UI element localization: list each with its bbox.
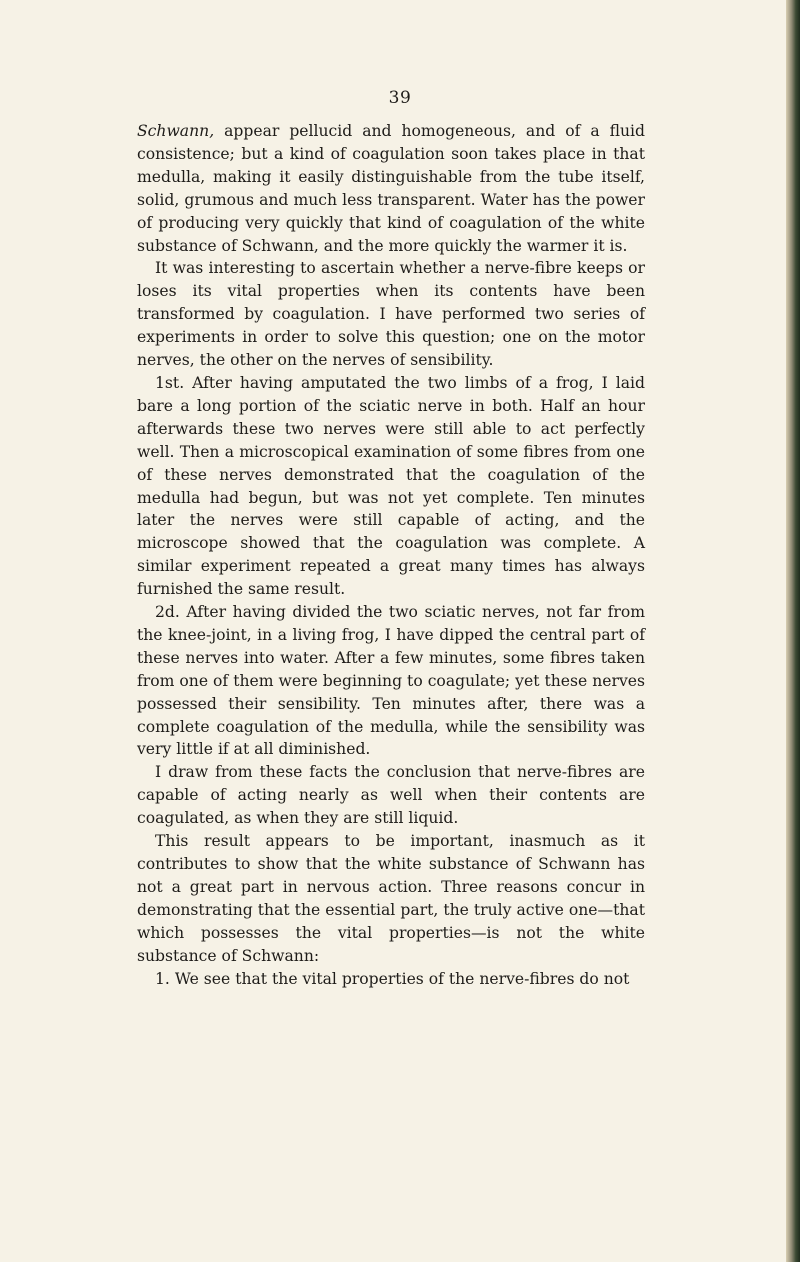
page-edge-shadow [786,0,800,1262]
page-number: 39 [388,88,412,108]
italic-name: Schwann, [137,122,215,140]
paragraph-1-text: appear pellucid and homogeneous, and of a fluid consistence; but a kind of coagulation soon takes place in that medulla, making it easily distinguishable from the tube itself, solid, grumous and much less transparent. Water has the power of producing very quickly that kind of coagulation of the white substance of Schwann, and the more quickly the warmer it is. [137,122,645,255]
paragraph-3: 1st. After having amputated the two limbs of a frog, I laid bare a long portion of the sciatic nerve in both. Half an hour afterwards these two nerves were still able to act perfectly well. Then a microscopical examination of some fibres from one of these nerves demonstrated that the coagulation of the medulla had begun, but was not yet complete. Ten minutes later the nerves were still capable of acting, and the microscope showed that the coagulation was complete. A similar experiment repeated a great many times has always furnished the same result. [137,373,645,599]
paragraph-6: This result appears to be important, inasmuch as it contributes to show that the white substance of Schwann has not a great part in nervous action. Three reasons concur in demonstrating that the essential part, the truly active one—that which possesses the vital properties—is not the white substance of Schwann: [137,832,645,965]
body-text [137,120,645,990]
paragraph-5: I draw from these facts the conclusion that nerve-fibres are capable of acting nearly as well when their contents are coagulated, as when they are still liquid. [137,763,645,828]
paragraph-2: It was interesting to ascertain whether a nerve-fibre keeps or loses its vital properties when its contents have been transformed by coagulation. I have performed two series of experiments in order to solve this question; one on the motor nerves, the other on the nerves of sensibility. [137,259,645,370]
paragraph-1 [137,120,645,257]
paragraph-7: 1. We see that the vital properties of the nerve-fibres do not [155,969,630,988]
paragraph-4: 2d. After having divided the two sciatic nerves, not far from the knee-joint, in a living frog, I have dipped the central part of these nerves into water. After a few minutes, some fibres taken from one of them were beginning to coagulate; yet these nerves possessed their sensibility. Ten minutes after, there was a complete coagulation of the medulla, while the sensibility was very little if at all diminished. [137,603,645,759]
